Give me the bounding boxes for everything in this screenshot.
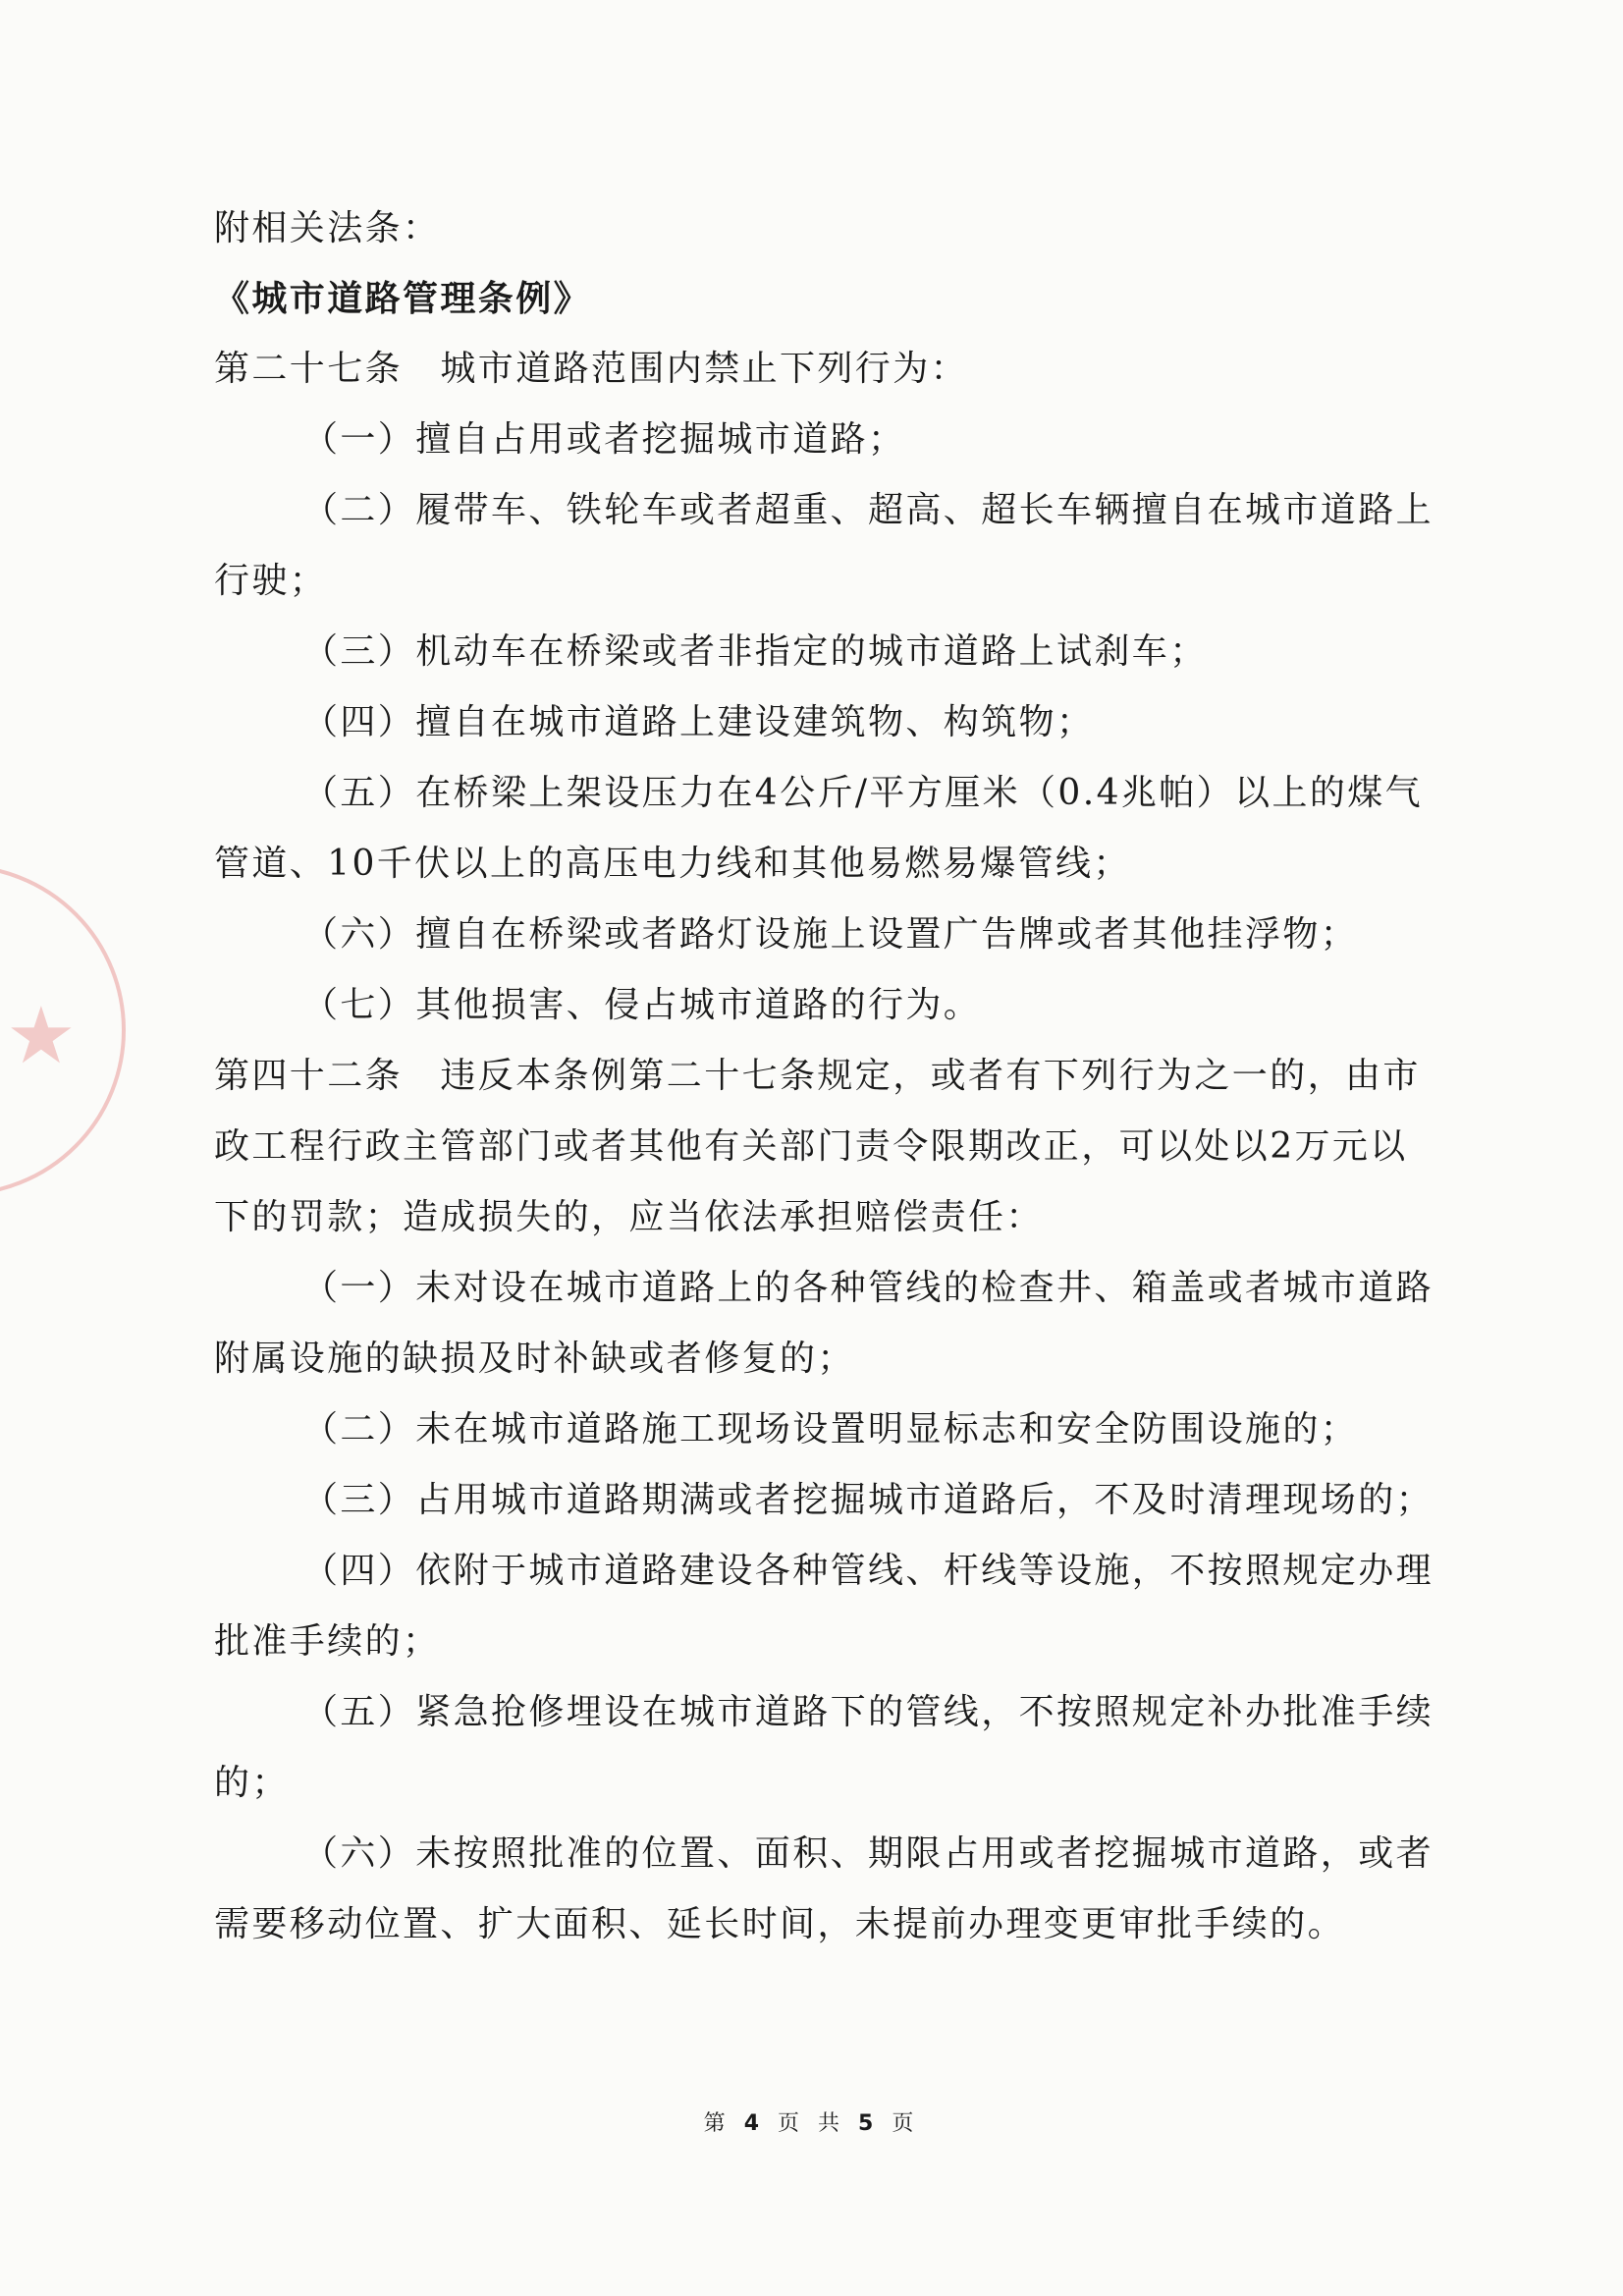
article-27-item-cont: 行驶； <box>214 561 328 601</box>
article-27-item-cont: 管道、10千伏以上的高压电力线和其他易燃易爆管线； <box>214 844 1131 884</box>
article-27-item: （七）其他损害、侵占城市道路的行为。 <box>302 985 982 1025</box>
current-page-number: 4 <box>743 2111 765 2136</box>
article-42-item-cont: 批准手续的； <box>214 1621 441 1662</box>
article-27-item: （三）机动车在桥梁或者非指定的城市道路上试刹车； <box>302 631 1208 672</box>
article-27-item: （四）擅自在城市道路上建设建筑物、构筑物； <box>302 702 1095 742</box>
article-27-heading: 第二十七条 城市道路范围内禁止下列行为： <box>214 349 969 389</box>
law-title: 《城市道路管理条例》 <box>214 278 592 319</box>
footer-middle: 页 共 <box>778 2111 845 2136</box>
seal-star-icon: ★ <box>6 990 77 1081</box>
article-27-item: （一）擅自占用或者挖掘城市道路； <box>302 419 906 460</box>
footer-suffix: 页 <box>892 2111 920 2136</box>
article-42-item-cont: 需要移动位置、扩大面积、延长时间，未提前办理变更审批手续的。 <box>214 1904 1346 1944</box>
article-42-item: （六）未按照批准的位置、面积、期限占用或者挖掘城市道路，或者 <box>302 1833 1434 1874</box>
intro-text: 附相关法条： <box>214 208 441 248</box>
article-42-item: （四）依附于城市道路建设各种管线、杆线等设施，不按照规定办理 <box>302 1551 1434 1591</box>
page-footer <box>0 2109 1623 2139</box>
article-27-item: （六）擅自在桥梁或者路灯设施上设置广告牌或者其他挂浮物； <box>302 914 1359 955</box>
footer-prefix: 第 <box>703 2111 731 2136</box>
article-42-item: （一）未对设在城市道路上的各种管线的检查井、箱盖或者城市道路 <box>302 1268 1434 1308</box>
article-42-item: （五）紧急抢修埋设在城市道路下的管线，不按照规定补办批准手续 <box>302 1692 1434 1732</box>
article-42-item: （二）未在城市道路施工现场设置明显标志和安全防围设施的； <box>302 1409 1359 1449</box>
article-27-item: （五）在桥梁上架设压力在4公斤/平方厘米（0.4兆帕）以上的煤气 <box>302 773 1424 813</box>
total-pages-number: 5 <box>858 2111 880 2136</box>
article-42-heading-cont: 下的罚款；造成损失的，应当依法承担赔偿责任： <box>214 1197 1044 1237</box>
article-42-item: （三）占用城市道路期满或者挖掘城市道路后，不及时清理现场的； <box>302 1480 1434 1520</box>
article-27-item: （二）履带车、铁轮车或者超重、超高、超长车辆擅自在城市道路上 <box>302 490 1434 530</box>
article-42-heading: 第四十二条 违反本条例第二十七条规定，或者有下列行为之一的，由市 <box>214 1056 1421 1096</box>
article-42-item-cont: 的； <box>214 1763 290 1803</box>
article-42-item-cont: 附属设施的缺损及时补缺或者修复的； <box>214 1339 855 1379</box>
article-42-heading-cont: 政工程行政主管部门或者其他有关部门责令限期改正，可以处以2万元以 <box>214 1126 1408 1167</box>
